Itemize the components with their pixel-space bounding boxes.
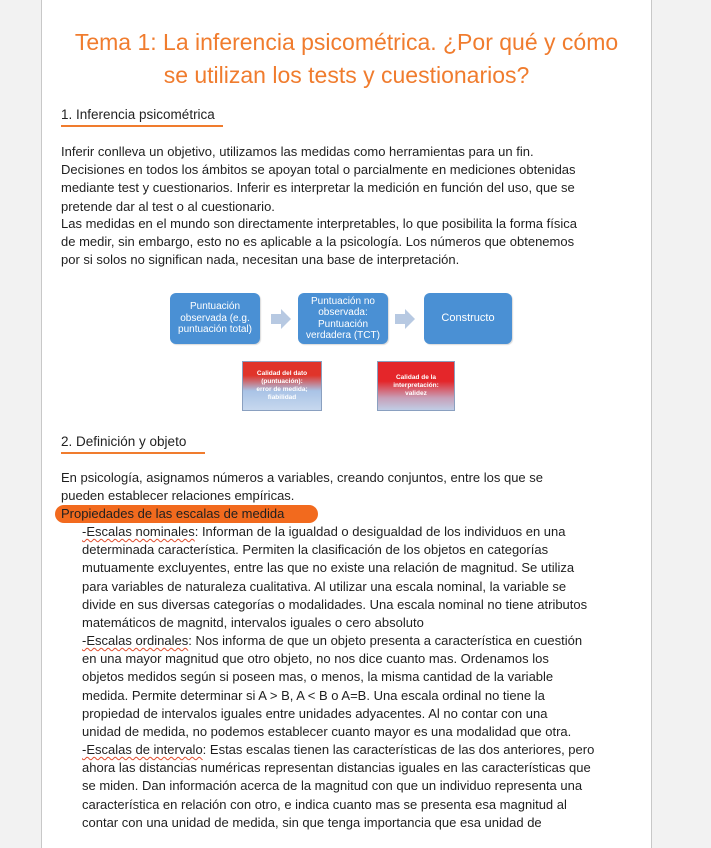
section-1-heading: 1. Inferencia psicométrica bbox=[61, 106, 215, 124]
section-2-heading: 2. Definición y objeto bbox=[61, 433, 186, 451]
nominal-scales-term: -Escalas nominales bbox=[82, 524, 195, 539]
title-line-1: Tema 1: La inferencia psicométrica. ¿Por qué y cómo bbox=[74, 29, 619, 55]
section-1-underline bbox=[61, 125, 223, 127]
section-2-intro: En psicología, asignamos números a variables, creando conjuntos, entre los que se pueden establecer relaciones empíricas. bbox=[61, 470, 544, 504]
interval-scales-term: -Escalas de intervalo bbox=[82, 742, 203, 757]
scales-properties-heading: Propiedades de las escalas de medida bbox=[61, 506, 285, 521]
ordinal-scales-term: -Escalas ordinales bbox=[82, 633, 189, 648]
ordinal-scales-paragraph: -Escalas ordinales: Nos informa de que un objeto presenta a característica en cuestión en una mayor magnitud que otro objeto, no nos dice cuanto mas. Ordenamos los objetos medidos según si poseen mas, o menos, la misma cantidad de la variable medida. Permite determinar si A > B, A < B o A=B. Una escala ordinal no tiene la propiedad de intervalos iguales entre unidades adyacentes. Al no contar con una unidad de medida, no podemos establecer cuanto mayor es una modalidad que otra. bbox=[82, 633, 583, 740]
diagram-box-observed-score: Puntuación observada (e.g. puntuación total) bbox=[170, 293, 260, 344]
section-2-underline bbox=[61, 452, 205, 454]
page-title bbox=[42, 26, 651, 92]
interval-scales-paragraph: -Escalas de intervalo: Estas escalas tienen las características de las dos anteriores, pero ahora las distancias numéricas representan distancias iguales en las características que se miden. Dan información acerca de la magnitud con que un individuo representa una característica en relación con otro, e indica cuanto mas se presenta esa magnitud al contar con una unidad de medida, sin que tenga importancia que esa unidad de bbox=[82, 742, 595, 830]
section-1-paragraph-1: Inferir conlleva un objetivo, utilizamos las medidas como herramientas para un fin. Decisiones en todos los ámbitos se apoyan total o parcialmente en mediciones obtenidas mediante test y cuestionarios. Inferir es interpretar la medición en función del uso, que se pretende dar al test o al cuestionario. bbox=[61, 144, 576, 214]
title-line-2: se utilizan los tests y cuestionarios? bbox=[163, 62, 530, 88]
document-page bbox=[41, 0, 652, 848]
diagram-quality-interpretation-box: Calidad de la interpretación: validez bbox=[377, 361, 455, 411]
section-1-paragraph-2: Las medidas en el mundo son directamente interpretables, lo que posibilita la forma física de medir, sin embargo, esto no es aplicable a la psicología. Los números que obtenemos por si solos no significan nada, necesitan una base de interpretación. bbox=[61, 216, 577, 268]
diagram-box-construct: Constructo bbox=[424, 293, 512, 344]
diagram-box-true-score: Puntuación no observada: Puntuación verdadera (TCT) bbox=[298, 293, 388, 344]
nominal-scales-paragraph: -Escalas nominales: Informan de la igualdad o desigualdad de los individuos en una determinada característica. Permiten la clasificación de los objetos en categorías mutuamente excluyentes, entre las que no existe una relación de magnitud. Se utiliza para variables de naturaleza cualitativa. Al utilizar una escala nominal, la variable se divide en sus diversas categorías o modalidades. Una escala nominal no tiene atributos matemáticos de magnitd, intervalos iguales o cero absoluto bbox=[82, 524, 588, 631]
diagram-quality-data-box: Calidad del dato (puntuación): error de medida; fiabilidad bbox=[242, 361, 322, 411]
